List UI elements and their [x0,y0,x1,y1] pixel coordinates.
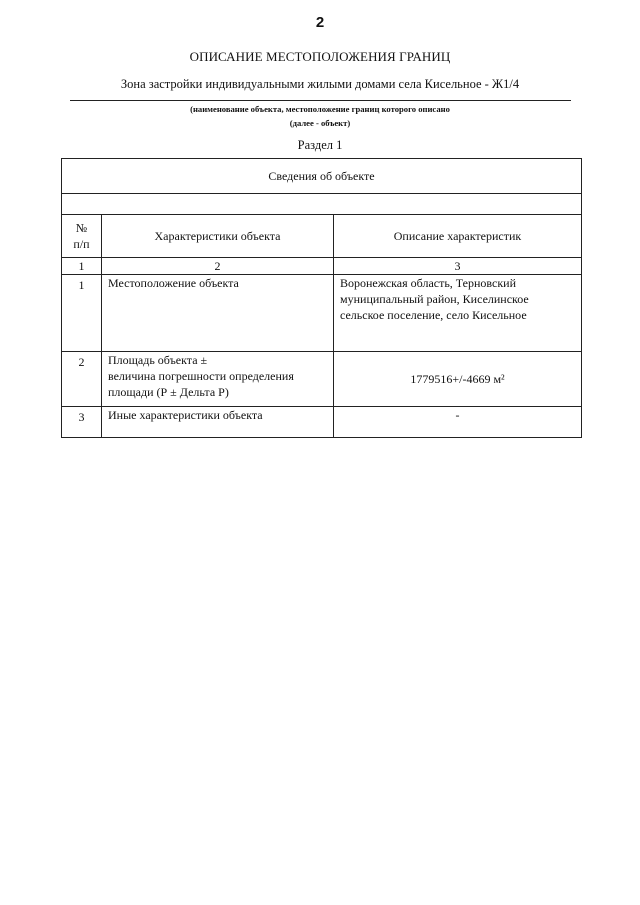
caption-line-1: (наименование объекта, местоположение границ которого описано [190,104,450,114]
row-characteristic: Иные характеристики объекта [102,407,334,438]
row-description: 1779516+/-4669 м² [334,352,582,407]
page-number: 2 [315,14,325,31]
header-num-line-2: п/п [73,237,90,251]
header-description: Описание характеристик [334,215,582,258]
characteristic-line: Площадь объекта ± [108,353,208,367]
index-cell: 2 [102,258,334,275]
characteristic-line: величина погрешности определения [108,369,294,383]
description-line: Воронежская область, Терновский [340,276,517,290]
row-description: - [334,407,582,438]
table-spacer-cell [62,194,582,215]
header-num-line-1: № [75,221,88,235]
header-characteristics: Характеристики объекта [102,215,334,258]
section-label: Раздел 1 [297,138,343,152]
table-title: Сведения об объекте [62,159,582,194]
row-number: 2 [62,352,102,407]
document-title: ОПИСАНИЕ МЕСТОПОЛОЖЕНИЯ ГРАНИЦ [189,49,451,64]
table-row [62,352,582,407]
row-number: 1 [62,275,102,352]
table-header-row [62,215,582,258]
header-num [62,215,102,258]
table-row [62,407,582,438]
table-row [62,275,582,352]
row-description [334,275,582,352]
characteristic-line: площади (Р ± Дельта Р) [108,385,229,399]
description-line: муниципальный район, Киселинское [340,292,529,306]
row-characteristic [102,352,334,407]
row-characteristic: Местоположение объекта [102,275,334,352]
row-number: 3 [62,407,102,438]
description-line: сельское поселение, село Кисельное [340,308,527,322]
caption-line-2: (далее - объект) [289,118,351,128]
table-title-row [62,159,582,194]
object-name: Зона застройки индивидуальными жилыми домами села Кисельное - Ж1/4 [120,77,520,91]
table-spacer-row [62,194,582,215]
table-index-row [62,258,582,275]
underline-rule [70,100,571,101]
object-info-table [61,158,582,438]
index-cell: 1 [62,258,102,275]
index-cell: 3 [334,258,582,275]
